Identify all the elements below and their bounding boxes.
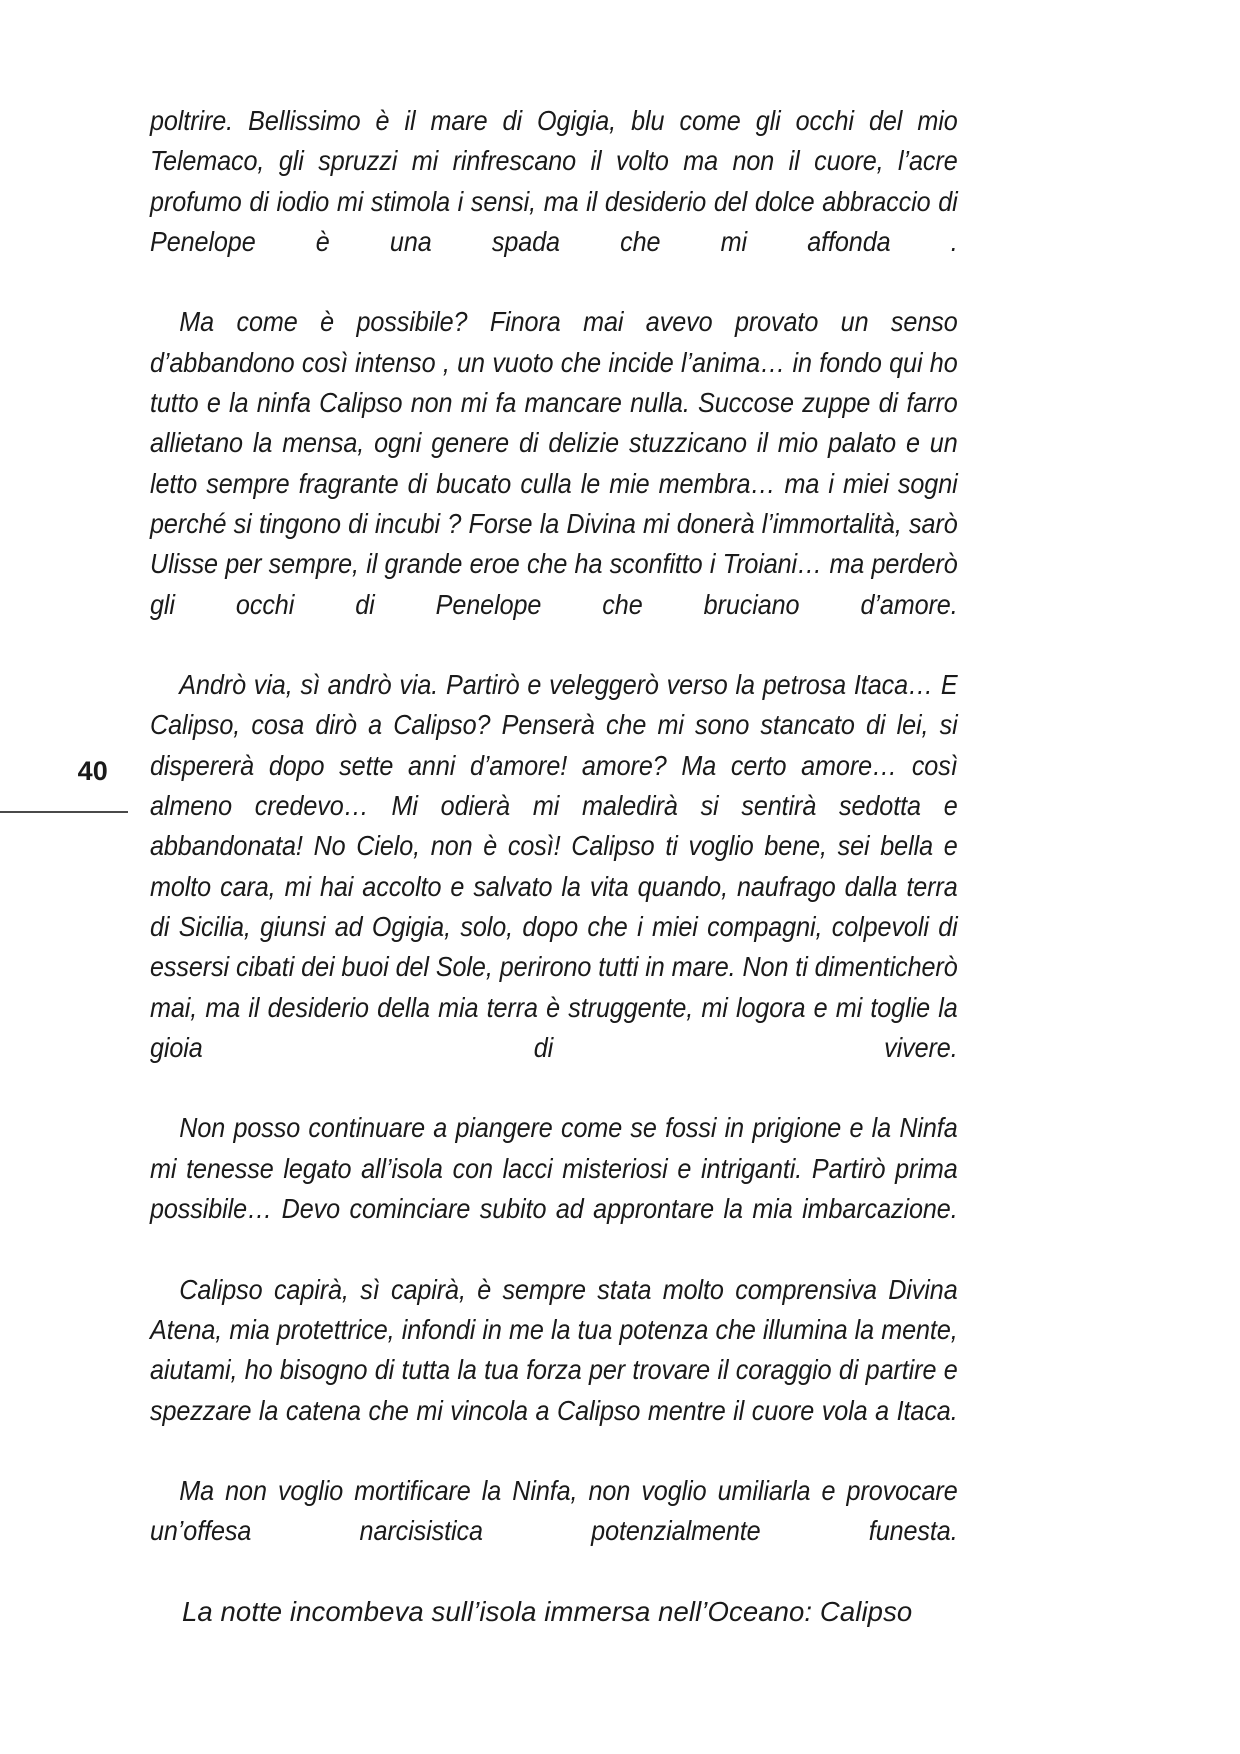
body-text-column: [150, 101, 962, 1632]
paragraph: Non posso continuare a piangere come se fossi in prigione e la Ninfa mi tenesse legato all’isola con lacci misteriosi e intriganti. Partirò prima possibile… Devo cominciare subito ad approntare la mia imbarcazione.: [150, 1112, 958, 1225]
paragraph: Ma come è possibile? Finora mai avevo provato un senso d’abbandono così intenso , un vuoto che incide l’anima… in fondo qui ho tutto e la ninfa Calipso non mi fa mancare nulla. Succose zuppe di farro allietano la mensa, ogni genere di delizie stuzzicano il mio palato e un letto sempre fragrante di bucato culla le mie membra… ma i miei sogni perché si tingono di incubi ? Forse la Divina mi donerà l’immortalità, sarò Ulisse per sempre, il grande eroe che ha sconfitto i Troiani… ma perderò gli occhi di Penelope che bruciano d’amore.: [150, 306, 958, 620]
paragraph: Calipso capirà, sì capirà, è sempre stata molto comprensiva Divina Atena, mia protettrice, infondi in me la tua potenza che illumina la mente, aiutami, ho bisogno di tutta la tua forza per trovare il coraggio di partire e spezzare la catena che mi vincola a Calipso mentre il cuore vola a Itaca.: [150, 1273, 958, 1426]
paragraph: poltrire. Bellissimo è il mare di Ogigia, blu come gli occhi del mio Telemaco, gli spruzzi mi rinfrescano il volto ma non il cuore, l’acre profumo di iodio mi stimola i sensi, ma il desiderio del dolce abbraccio di Penelope è una spada che mi affonda .: [150, 105, 958, 257]
folio-divider-rule: [0, 811, 128, 813]
paragraph: La notte incombeva sull’isola immersa nell’Oceano: Calipso: [182, 1595, 913, 1627]
folio-block: [0, 758, 130, 813]
page-number: 40: [77, 756, 108, 786]
paragraph: Ma non voglio mortificare la Ninfa, non voglio umiliarla e provocare un’offesa narcisistica potenzialmente funesta.: [150, 1475, 958, 1547]
paragraph: Andrò via, sì andrò via. Partirò e veleggerò verso la petrosa Itaca… E Calipso, cosa dirò a Calipso? Penserà che mi sono stancato di lei, si dispererà dopo sette anni d’amore! amore? Ma certo amore… così almeno credevo… Mi odierà mi maledirà si sentirà sedotta e abbandonata! No Cielo, non è così! Calipso ti voglio bene, sei bella e molto cara, mi hai accolto e salvato la vita quando, naufrago dalla terra di Sicilia, giunsi ad Ogigia, solo, dopo che i miei compagni, colpevoli di essersi cibati dei buoi del Sole, perirono tutti in mare. Non ti dimenticherò mai, ma il desiderio della mia terra è struggente, mi logora e mi toglie la gioia di vivere.: [150, 669, 958, 1063]
